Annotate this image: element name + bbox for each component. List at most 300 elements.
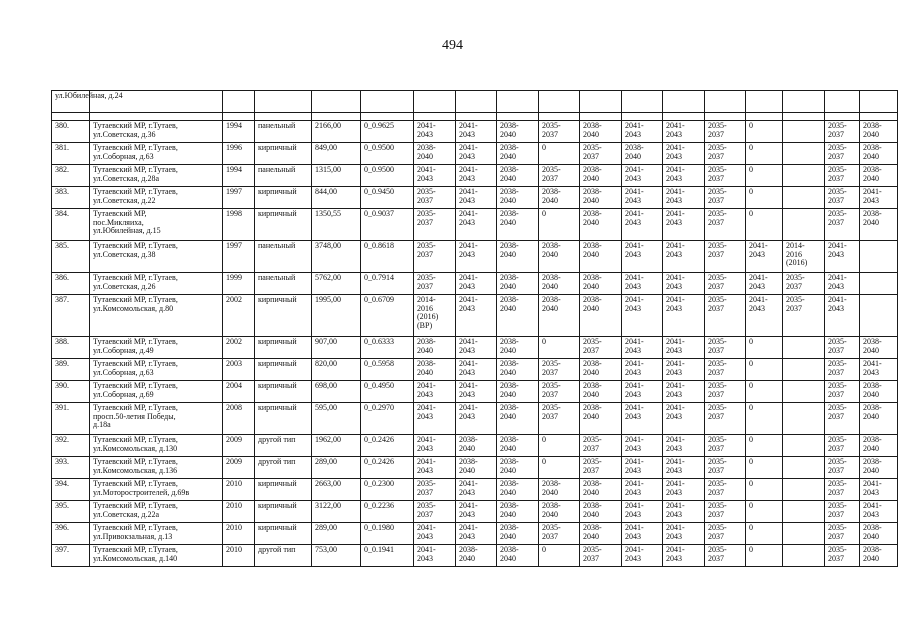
table-cell xyxy=(746,273,783,295)
table-cell xyxy=(456,143,497,165)
cell-text: кирпичный xyxy=(258,501,297,510)
table-cell xyxy=(223,143,255,165)
cell-text: 2043 xyxy=(459,173,475,183)
table-cell xyxy=(860,337,898,359)
table-cell xyxy=(255,91,312,113)
cell-text: 2037 xyxy=(583,151,599,161)
cell-text: 2043 xyxy=(666,411,682,421)
cell-text: 2041- xyxy=(625,121,644,130)
cell-text: 2035- xyxy=(708,241,727,250)
cell-text: 2037 xyxy=(708,367,724,377)
table-cell xyxy=(783,381,825,403)
table-cell xyxy=(90,295,223,337)
cell-text: 0 xyxy=(749,523,753,532)
cell-text: 289,00 xyxy=(315,523,337,532)
cell-text: 2041- xyxy=(749,295,768,304)
table-cell xyxy=(783,121,825,143)
table-cell xyxy=(580,143,622,165)
cell-text: 2041- xyxy=(459,241,478,250)
table-row xyxy=(52,337,898,359)
cell-text: 0 xyxy=(749,165,753,174)
cell-text: 2040 xyxy=(500,217,516,227)
cell-text: 2038- xyxy=(542,479,561,488)
cell-text: 0_0.4950 xyxy=(364,381,394,390)
cell-text: 2010 xyxy=(226,479,242,488)
cell-text: 2041- xyxy=(666,359,685,368)
cell-text: 2038- xyxy=(863,381,882,390)
cell-text: 2038- xyxy=(500,501,519,510)
cell-text: 2037 xyxy=(828,195,844,205)
table-cell xyxy=(539,91,580,113)
table-cell xyxy=(312,121,361,143)
cell-text: 0_0.9625 xyxy=(364,121,394,130)
cell-text: 2043 xyxy=(625,281,641,291)
table-cell xyxy=(90,187,223,209)
cell-text: 2038- xyxy=(500,479,519,488)
table-cell xyxy=(663,381,705,403)
cell-text: 1315,00 xyxy=(315,165,341,174)
table-cell xyxy=(90,209,223,241)
cell-text: 2035- xyxy=(828,501,847,510)
cell-text: панельный xyxy=(258,241,296,250)
table-cell xyxy=(312,545,361,567)
table-cell xyxy=(497,143,539,165)
cell-text: 2037 xyxy=(417,249,433,259)
cell-text: 2035- xyxy=(708,337,727,346)
cell-text: 2035- xyxy=(542,359,561,368)
cell-text: 2040 xyxy=(863,129,879,139)
cell-text: 2040 xyxy=(500,173,516,183)
table-cell xyxy=(255,359,312,381)
table-cell xyxy=(746,241,783,273)
cell-text: 2043 xyxy=(459,151,475,161)
cell-text: 2040 xyxy=(863,217,879,227)
cell-text: 2038- xyxy=(583,187,602,196)
table-cell xyxy=(414,209,456,241)
table-cell xyxy=(90,121,223,143)
cell-text: ул.Советская, д.22а xyxy=(93,509,160,519)
cell-text: Тутаевский МР, г.Тутаев, xyxy=(93,143,178,152)
table-row xyxy=(52,479,898,501)
cell-text: 2035- xyxy=(708,501,727,510)
table-cell xyxy=(825,295,860,337)
cell-text: 844,00 xyxy=(315,187,337,196)
cell-text: 2041- xyxy=(625,545,644,554)
cell-text: 2035- xyxy=(828,209,847,218)
cell-text: 2038- xyxy=(583,501,602,510)
cell-text: ул.Соборная, д.63 xyxy=(93,151,154,161)
table-cell xyxy=(52,479,90,501)
table-cell xyxy=(312,187,361,209)
cell-text: Тутаевский МР, г.Тутаев, xyxy=(93,479,178,488)
cell-text: кирпичный xyxy=(258,187,297,196)
table-cell xyxy=(52,403,90,435)
table-cell xyxy=(746,209,783,241)
table-cell xyxy=(255,273,312,295)
cell-text: 3748,00 xyxy=(315,241,341,250)
table-cell xyxy=(361,523,414,545)
table-row xyxy=(52,209,898,241)
table-cell xyxy=(223,113,255,121)
cell-text: 3122,00 xyxy=(315,501,341,510)
table-cell xyxy=(622,545,663,567)
cell-text: 2041- xyxy=(666,501,685,510)
cell-text: 2043 xyxy=(417,531,433,541)
cell-text: 2166,00 xyxy=(315,121,341,130)
cell-text: 2040 xyxy=(542,281,558,291)
cell-text: 2041- xyxy=(666,143,685,152)
cell-text: 2035- xyxy=(708,359,727,368)
table-cell xyxy=(539,165,580,187)
cell-text: 0 xyxy=(749,121,753,130)
table-cell xyxy=(497,501,539,523)
table-cell xyxy=(663,165,705,187)
cell-text: 0_0.9450 xyxy=(364,187,394,196)
cell-text: 2043 xyxy=(863,487,879,497)
cell-text: 2663,00 xyxy=(315,479,341,488)
cell-text: 394. xyxy=(55,479,69,488)
table-cell xyxy=(90,337,223,359)
table-cell xyxy=(539,523,580,545)
table-cell xyxy=(622,91,663,113)
cell-text: д.18а xyxy=(93,420,111,430)
cell-text: 2038- xyxy=(459,457,478,466)
cell-text: ул.Комсомольская, д.80 xyxy=(93,303,174,313)
table-cell xyxy=(223,435,255,457)
cell-text: 2041- xyxy=(625,457,644,466)
cell-text: 390. xyxy=(55,381,69,390)
cell-text: просп.50-летия Победы, xyxy=(93,411,176,421)
cell-text: 2043 xyxy=(625,487,641,497)
table-cell xyxy=(860,381,898,403)
table-cell xyxy=(90,457,223,479)
table-row xyxy=(52,121,898,143)
cell-text: 2037 xyxy=(708,217,724,227)
table-cell xyxy=(580,241,622,273)
cell-text: 2038- xyxy=(583,165,602,174)
cell-text: 2043 xyxy=(666,487,682,497)
cell-text: 2037 xyxy=(708,465,724,475)
table-cell xyxy=(825,359,860,381)
table-cell xyxy=(705,403,746,435)
table-cell xyxy=(223,381,255,403)
cell-text: 2041- xyxy=(625,241,644,250)
cell-text: 387. xyxy=(55,295,69,304)
cell-text: 2043 xyxy=(828,281,844,291)
table-cell xyxy=(312,435,361,457)
cell-text: 0_0.9037 xyxy=(364,209,394,218)
cell-text: 2037 xyxy=(708,281,724,291)
cell-text: 2041- xyxy=(625,187,644,196)
cell-text: 753,00 xyxy=(315,545,337,554)
cell-text: 0 xyxy=(749,143,753,152)
table-cell xyxy=(825,165,860,187)
cell-text: 2043 xyxy=(666,509,682,519)
cell-text: 2043 xyxy=(863,367,879,377)
cell-text: 2038- xyxy=(500,545,519,554)
cell-text: 2040 xyxy=(459,553,475,563)
table-cell xyxy=(456,187,497,209)
table-cell xyxy=(414,91,456,113)
table-cell xyxy=(622,403,663,435)
cell-text: 2041- xyxy=(625,337,644,346)
cell-text: 698,00 xyxy=(315,381,337,390)
table-cell xyxy=(783,273,825,295)
table-cell xyxy=(312,403,361,435)
table-row xyxy=(52,143,898,165)
cell-text: 2038- xyxy=(542,187,561,196)
cell-text: 2038- xyxy=(863,209,882,218)
table-cell xyxy=(223,501,255,523)
table-cell xyxy=(783,501,825,523)
cell-text: 595,00 xyxy=(315,403,337,412)
cell-text: 2037 xyxy=(708,487,724,497)
table-cell xyxy=(90,479,223,501)
cell-text: кирпичный xyxy=(258,479,297,488)
table-cell xyxy=(746,165,783,187)
table-cell xyxy=(825,381,860,403)
cell-text: 2040 xyxy=(500,465,516,475)
cell-text: 2040 xyxy=(500,443,516,453)
table-cell xyxy=(746,479,783,501)
table-cell xyxy=(663,435,705,457)
table-cell xyxy=(312,479,361,501)
cell-text: 2037 xyxy=(417,509,433,519)
cell-text: 397. xyxy=(55,545,69,554)
table-cell xyxy=(90,403,223,435)
table-cell xyxy=(255,523,312,545)
cell-text: 2040 xyxy=(459,465,475,475)
cell-text: 2035- xyxy=(583,457,602,466)
cell-text: 2038- xyxy=(500,523,519,532)
table-cell xyxy=(361,165,414,187)
cell-text: 2043 xyxy=(625,173,641,183)
table-cell xyxy=(361,121,414,143)
table-cell xyxy=(456,359,497,381)
cell-text: 0_0.6333 xyxy=(364,337,394,346)
table-cell xyxy=(860,121,898,143)
table-cell xyxy=(497,91,539,113)
cell-text: 2043 xyxy=(417,129,433,139)
cell-text: 2037 xyxy=(828,553,844,563)
table-row xyxy=(52,435,898,457)
cell-text: 2035- xyxy=(708,457,727,466)
cell-text: 2041- xyxy=(459,273,478,282)
cell-text: 2002 xyxy=(226,337,242,346)
table-cell xyxy=(622,295,663,337)
table-cell xyxy=(783,545,825,567)
cell-text: панельный xyxy=(258,121,296,130)
table-cell xyxy=(456,273,497,295)
cell-text: 2038- xyxy=(863,523,882,532)
table-row xyxy=(52,273,898,295)
cell-text: Тутаевский МР, г.Тутаев, xyxy=(93,457,178,466)
table-cell xyxy=(746,187,783,209)
cell-text: кирпичный xyxy=(258,403,297,412)
cell-text: 2038- xyxy=(417,143,436,152)
table-cell xyxy=(414,241,456,273)
cell-text: 2041- xyxy=(459,165,478,174)
cell-text: 2038- xyxy=(542,241,561,250)
table-cell xyxy=(223,545,255,567)
cell-text: 2009 xyxy=(226,457,242,466)
cell-text: 2040 xyxy=(583,217,599,227)
cell-text: 2035- xyxy=(828,479,847,488)
cell-text: 2043 xyxy=(666,531,682,541)
table-cell xyxy=(223,241,255,273)
table-cell xyxy=(312,337,361,359)
cell-text: 2043 xyxy=(666,249,682,259)
cell-text: 0 xyxy=(749,187,753,196)
table-cell xyxy=(705,381,746,403)
cell-text: Тутаевский МР, г.Тутаев, xyxy=(93,165,178,174)
table-cell xyxy=(90,381,223,403)
cell-text: 2035- xyxy=(583,337,602,346)
cell-text: 2037 xyxy=(542,367,558,377)
table-cell xyxy=(783,359,825,381)
cell-text: 2040 xyxy=(583,509,599,519)
cell-text: 2035- xyxy=(828,381,847,390)
table-cell xyxy=(746,523,783,545)
cell-text: 2038- xyxy=(583,273,602,282)
cell-text: 2041- xyxy=(666,457,685,466)
cell-text: 2038- xyxy=(500,209,519,218)
table-cell xyxy=(705,501,746,523)
table-cell xyxy=(497,209,539,241)
cell-text: 2040 xyxy=(625,151,641,161)
table-cell xyxy=(705,241,746,273)
cell-text: 2037 xyxy=(417,195,433,205)
table-cell xyxy=(860,165,898,187)
table-cell xyxy=(312,113,361,121)
cell-text: 2041- xyxy=(666,209,685,218)
table-cell xyxy=(580,479,622,501)
cell-text: 2041- xyxy=(417,121,436,130)
table-cell xyxy=(223,121,255,143)
cell-text: 2038- xyxy=(863,121,882,130)
table-cell xyxy=(860,457,898,479)
cell-text: 2038- xyxy=(583,403,602,412)
table-cell xyxy=(663,523,705,545)
table-cell xyxy=(361,187,414,209)
table-cell xyxy=(223,295,255,337)
table-cell xyxy=(255,241,312,273)
cell-text: 384. xyxy=(55,209,69,218)
cell-text: 0_0.2426 xyxy=(364,457,394,466)
cell-text: 2041- xyxy=(459,479,478,488)
cell-text: Тутаевский МР, г.Тутаев, xyxy=(93,295,178,304)
cell-text: 2035- xyxy=(417,187,436,196)
table-cell xyxy=(746,337,783,359)
cell-text: Тутаевский МР, г.Тутаев, xyxy=(93,435,178,444)
cell-text: 2037 xyxy=(828,173,844,183)
cell-text: Тутаевский МР, xyxy=(93,209,147,218)
cell-text: 2008 xyxy=(226,403,242,412)
cell-text: 0_0.7914 xyxy=(364,273,394,282)
cell-text: 2041- xyxy=(863,359,882,368)
cell-text: 2043 xyxy=(625,303,641,313)
cell-text: Тутаевский МР, г.Тутаев, xyxy=(93,273,178,282)
cell-text: 2038- xyxy=(417,359,436,368)
cell-text: 2038- xyxy=(583,209,602,218)
cell-text: 2041- xyxy=(666,273,685,282)
table-cell xyxy=(255,295,312,337)
cell-text: 0_0.2970 xyxy=(364,403,394,412)
table-row xyxy=(52,241,898,273)
cell-text: 0 xyxy=(749,435,753,444)
table-cell xyxy=(663,241,705,273)
cell-text: 2043 xyxy=(459,303,475,313)
cell-text: 1350,55 xyxy=(315,209,341,218)
table-cell xyxy=(414,359,456,381)
cell-text: 2043 xyxy=(625,443,641,453)
cell-text: 2037 xyxy=(417,281,433,291)
cell-text: 2041- xyxy=(459,501,478,510)
cell-text: 2037 xyxy=(828,389,844,399)
table-cell xyxy=(539,457,580,479)
table-cell xyxy=(497,337,539,359)
cell-text: 0_0.5958 xyxy=(364,359,394,368)
table-body xyxy=(52,91,898,567)
cell-text: 2035- xyxy=(417,479,436,488)
cell-text: ул.Соборная, д.49 xyxy=(93,345,154,355)
cell-text: 2041- xyxy=(625,403,644,412)
cell-text: 2043 xyxy=(625,367,641,377)
table-cell xyxy=(497,165,539,187)
cell-text: 2040 xyxy=(500,249,516,259)
cell-text: 2043 xyxy=(666,151,682,161)
cell-text: 2035- xyxy=(708,435,727,444)
table-cell xyxy=(539,295,580,337)
table-row xyxy=(52,295,898,337)
cell-text: 2035- xyxy=(708,187,727,196)
cell-text: 2037 xyxy=(828,129,844,139)
cell-text: другой тип xyxy=(258,435,296,444)
table-cell xyxy=(539,113,580,121)
cell-text: 2041- xyxy=(625,209,644,218)
table-cell xyxy=(580,523,622,545)
table-cell xyxy=(361,143,414,165)
cell-text: 0 xyxy=(749,209,753,218)
cell-text: 2037 xyxy=(828,345,844,355)
cell-text: 2041- xyxy=(828,295,847,304)
cell-text: 2040 xyxy=(863,173,879,183)
table-cell xyxy=(312,381,361,403)
table-cell xyxy=(539,143,580,165)
table-cell xyxy=(783,143,825,165)
cell-text: 0_0.8618 xyxy=(364,241,394,250)
cell-text: 2040 xyxy=(863,411,879,421)
cell-text: 2041- xyxy=(625,523,644,532)
table-cell xyxy=(539,121,580,143)
cell-text: 2040 xyxy=(863,443,879,453)
cell-text: 2035- xyxy=(786,273,805,282)
table-cell xyxy=(705,545,746,567)
cell-text: 2037 xyxy=(583,553,599,563)
cell-text: 2043 xyxy=(459,509,475,519)
cell-text: ул.Соборная, д.69 xyxy=(93,389,154,399)
table-cell xyxy=(539,187,580,209)
cell-text: 2041- xyxy=(625,295,644,304)
table-cell xyxy=(414,435,456,457)
table-cell xyxy=(663,91,705,113)
cell-text: 2038- xyxy=(863,545,882,554)
cell-text: 2035- xyxy=(708,165,727,174)
cell-text: 2004 xyxy=(226,381,242,390)
cell-text: 2041- xyxy=(625,165,644,174)
cell-text: 2040 xyxy=(583,249,599,259)
cell-text: 2037 xyxy=(828,465,844,475)
